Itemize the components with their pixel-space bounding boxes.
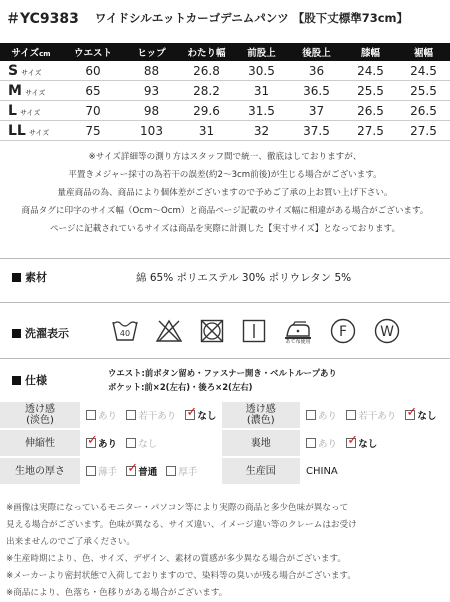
checkbox [126,410,136,420]
size-label: LL サイズ [0,121,62,141]
option-none-selected: ✓ なし [347,432,378,450]
wash-40-icon [112,319,138,347]
divider [0,358,450,359]
spec-line-1: ウエスト:前ボタン留め・ファスナー開き・ベルトループあり [108,368,337,378]
size-notes [14,148,436,238]
thickness-options [80,457,220,485]
table-row [0,402,450,429]
cell: 25.5 [344,81,397,101]
header-hem: 裾幅 [397,43,450,61]
cell: 103 [124,121,179,141]
size-table-header [0,43,450,61]
check-icon: ✓ [347,432,359,448]
option-ari: あり [86,408,117,422]
cell: 31 [234,81,289,101]
cell: 65 [62,81,124,101]
table-row [0,81,450,101]
lining-options [300,429,450,457]
header-waist: ウエスト [62,43,124,61]
divider [0,302,450,303]
cell: 32 [234,121,289,141]
option-slight: 若干あり [126,408,176,422]
cell: 29.6 [179,101,234,121]
check-icon: ✓ [87,432,98,448]
transparency-light-label: 透け感 (淡色) [0,402,80,429]
stretch-label: 伸縮性 [0,429,80,457]
cell: 27.5 [397,121,450,141]
table-row [0,101,450,121]
header-back-rise: 後股上 [289,43,344,61]
note-line: ※サイズ詳細等の測り方はスタッフ間で統一、徹底はしておりますが、 [88,152,362,162]
origin-value: CHINA [300,457,450,485]
bullet-square-icon [12,376,21,385]
divider [0,258,450,259]
option-none: なし [126,436,157,450]
cell: 30.5 [234,61,289,81]
option-normal-selected: ✓ 普通 [127,460,158,478]
transparency-light-options [80,402,220,429]
disclaimer-line: ※商品により、色落ち・色移りがある場合がございます。 [6,588,228,598]
check-icon: ✓ [406,404,418,420]
check-icon: ✓ [186,404,198,420]
cell: 27.5 [344,121,397,141]
cell: 25.5 [397,81,450,101]
size-label: M サイズ [0,81,62,101]
size-table [0,43,450,141]
table-row [0,121,450,141]
title-bar [0,0,450,36]
cell: 88 [124,61,179,81]
cell: 36.5 [289,81,344,101]
disclaimer [6,500,446,602]
checkbox [126,438,136,448]
cell: 93 [124,81,179,101]
checkbox [86,410,96,420]
cell: 31.5 [234,101,289,121]
note-line: ページに記載されているサイズは商品を実際に計測した【実寸サイズ】となっております。 [49,224,401,234]
checkbox-checked [86,432,98,448]
option-slight: 若干あり [346,408,396,422]
note-line: 量産商品の為、商品により個体差がございますので予めご了承の上お買い上げ下さい。 [57,188,393,198]
spec-line-2: ポケット:前×2(左右)・後ろ×2(左右) [108,382,253,392]
option-thick: 厚手 [166,464,197,478]
origin-label: 生産国 [220,457,300,485]
wash-label: 洗濯表示 [25,327,69,340]
no-bleach-icon [156,319,182,347]
cell: 75 [62,121,124,141]
size-label: L サイズ [0,101,62,121]
checkbox-checked [346,432,359,448]
disclaimer-line: ※メーカーより密封状態で入荷しておりますので、染料等の臭いが残る場合がございます。 [6,571,356,581]
option-ari: あり [306,436,337,450]
material-label: 素材 [25,271,47,284]
checkbox [166,466,176,476]
product-name: ワイドシルエットカーゴデニムパンツ 【股下丈標準73cm】 [94,11,409,25]
table-row [0,61,450,81]
table-row [0,457,450,485]
dry-clean-f-icon [330,318,356,348]
checkbox-checked [126,460,139,476]
cell: 36 [289,61,344,81]
header-front-rise: 前股上 [234,43,289,61]
check-icon: ✓ [127,460,139,476]
cell: 31 [179,121,234,141]
bullet-square-icon [12,273,21,282]
transparency-dark-options [300,402,450,429]
checkbox-checked [405,404,418,420]
cell: 37.5 [289,121,344,141]
disclaimer-line: 見える場合がございます。色味が異なる、サイズ違い、イメージ違い等のクレームはお受け [6,520,357,530]
checkbox-checked [185,404,198,420]
cell: 26.5 [397,101,450,121]
option-ari: あり [306,408,337,422]
stretch-options [80,429,220,457]
cell: 37 [289,101,344,121]
disclaimer-line: 出来ませんのでご了承ください。 [6,537,135,547]
table-row [0,429,450,457]
disclaimer-line: ※生産時期により、色、サイズ、デザイン、素材の質感が多少異なる場合がございます。 [6,554,346,564]
fabric-feel-table [0,402,450,486]
line-dry-icon [242,319,266,347]
note-line: 平置きメジャー採寸の為若干の誤差(約2〜3cm前後)が生じる場合がございます。 [68,170,382,180]
note-line: 商品タグに印字のサイズ幅（Ocm〜Ocm）と商品ページ記載のサイズ幅に相違がある場合がございます。 [21,206,429,216]
wash-temp-text: 40 [119,329,131,338]
size-label: S サイズ [0,61,62,81]
header-knee: 膝幅 [344,43,397,61]
svg-text:W: W [380,324,394,340]
option-ari-selected: ✓ あり [87,432,118,450]
option-none-selected: ✓ なし [186,404,217,422]
svg-text:F: F [338,324,348,340]
iron-with-cloth-icon [284,321,312,345]
cell: 28.2 [179,81,234,101]
no-tumble-dry-icon [200,319,224,347]
cell: 60 [62,61,124,81]
wash-icons [112,318,418,348]
iron-caption: あて布使用 [285,339,311,345]
cell: 24.5 [397,61,450,81]
header-hip: ヒップ [124,43,179,61]
unit-label: cm [39,50,51,58]
product-code: ＃YC9383 [6,11,79,27]
spec-label: 仕様 [25,374,47,387]
option-none-selected: ✓ なし [406,404,437,422]
lining-label: 裏地 [220,429,300,457]
transparency-dark-label: 透け感 (濃色) [220,402,300,429]
checkbox [86,466,96,476]
checkbox [306,410,316,420]
checkbox [346,410,356,420]
thickness-label: 生地の厚さ [0,457,80,485]
disclaimer-line: ※画像は実際になっているモニター・パソコン等により実際の商品と多少色味が異なって [6,503,349,513]
header-size: サイズcm [0,43,62,61]
cell: 26.8 [179,61,234,81]
option-thin: 薄手 [86,464,117,478]
header-thigh: わたり幅 [179,43,234,61]
wet-clean-w-icon [374,318,400,348]
cell: 24.5 [344,61,397,81]
cell: 26.5 [344,101,397,121]
bullet-square-icon [12,329,21,338]
material-text: 綿 65% ポリエステル 30% ポリウレタン 5% [136,272,352,284]
cell: 70 [62,101,124,121]
cell: 98 [124,101,179,121]
checkbox [306,438,316,448]
